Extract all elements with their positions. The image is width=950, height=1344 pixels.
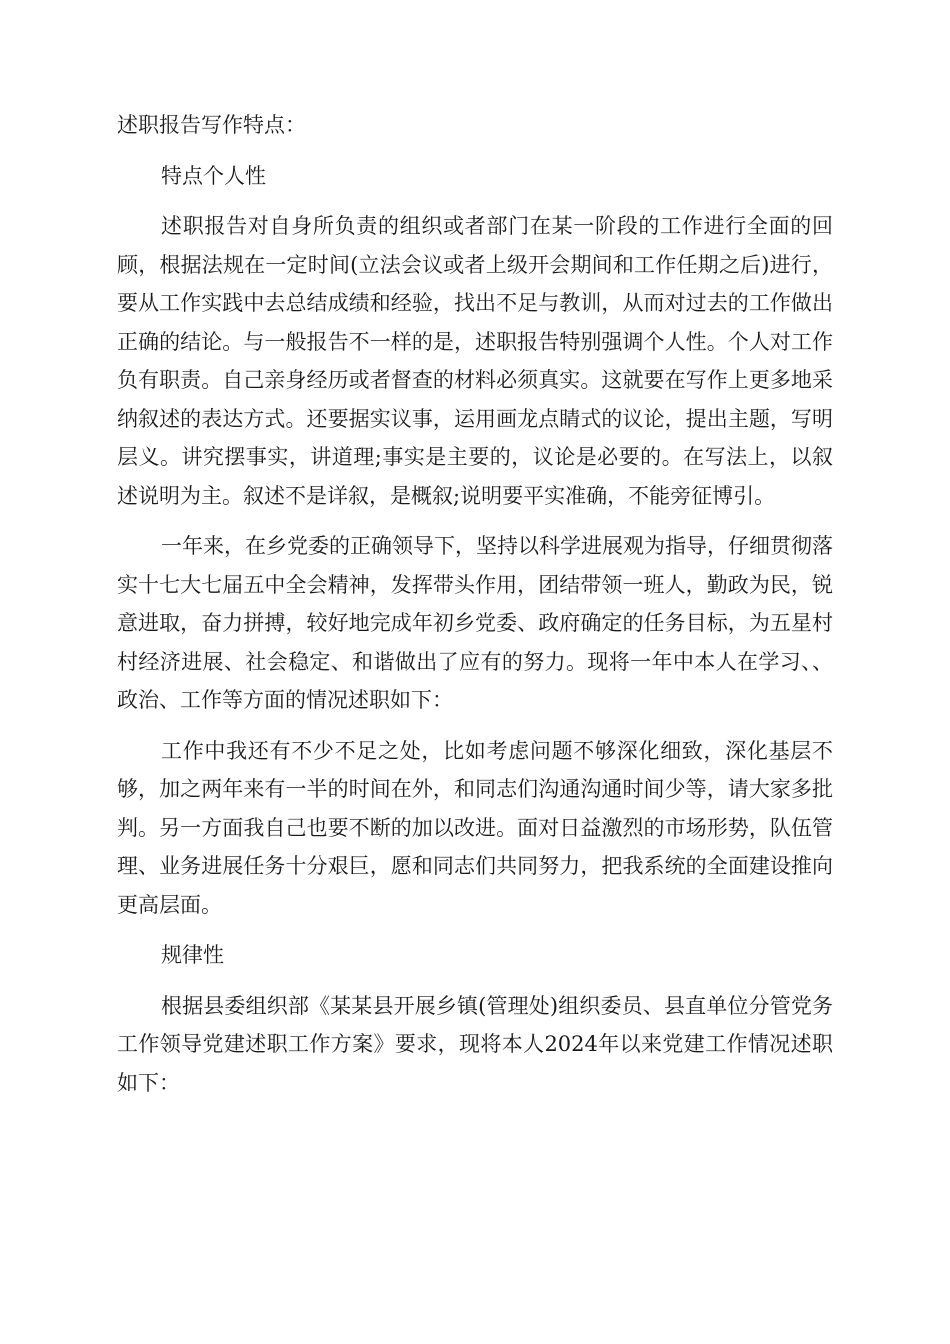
subheading-regularity: 规律性 — [161, 943, 224, 967]
paragraph-party-work: 根据县委组织部《某某县开展乡镇(管理处)组织委员、县直单位分管党务工作领导党建述职工作方案》要求，现将本人2024年以来党建工作情况述职如下： — [117, 993, 833, 1095]
paragraph-shortcomings: 工作中我还有不少不足之处，比如考虑问题不够深化细致，深化基层不够，加之两年来有一半的时间在外，和同志们沟通沟通时间少等，请大家多批判。另一方面我自己也要不断的加以改进。面对日益激烈的市场形势，队伍管理、业务进展任务十分艰巨，愿和同志们共同努力，把我系统的全面建设推向更高层面。 — [117, 738, 833, 917]
subheading-personal: 特点个人性 — [161, 163, 266, 188]
paragraph-year-review: 一年来，在乡党委的正确领导下，坚持以科学进展观为指导，仔细贯彻落实十七大七届五中全会精神，发挥带头作用，团结带领一班人，勤政为民，锐意进取，奋力拼搏，较好地完成年初乡党委、政府确定的任务目标，为五星村村经济进展、社会稳定、和谐做出了应有的努力。现将一年中本人在学习、、政治、工作等方面的情况述职如下： — [117, 534, 833, 712]
document-page — [117, 106, 833, 1114]
document-title: 述职报告写作特点： — [117, 113, 306, 137]
paragraph-personal-nature: 述职报告对自身所负责的组织或者部门在某一阶段的工作进行全面的回顾，根据法规在一定时间(立法会议或者上级开会期间和工作任期之后)进行，要从工作实践中去总结成绩和经验，找出不足与教训，从而对过去的工作做出正确的结论。与一般报告不一样的是，述职报告特别强调个人性。个人对工作负有职责。自己亲身经历或者督查的材料必须真实。这就要在写作上更多地采纳叙述的表达方式。还要据实议事，运用画龙点睛式的议论，提出主题，写明层义。讲究摆事实，讲道理;事实是主要的，议论是必要的。在写法上，以叙述说明为主。叙述不是详叙，是概叙;说明要平实准确，不能旁征博引。 — [117, 214, 833, 508]
